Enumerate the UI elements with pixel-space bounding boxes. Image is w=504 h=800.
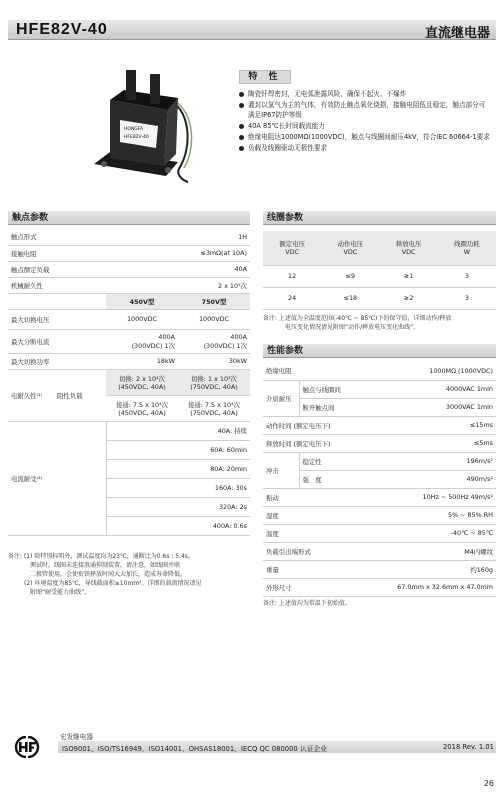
max-switch-power-450: 18kW [106, 353, 178, 369]
insulation-value: 1000MΩ (1000VDC) [369, 362, 496, 380]
dielectric-coil-label: 触点与线圈间 [299, 380, 369, 398]
coil-header-unit: W [463, 248, 471, 257]
release-time-label: 释放时间 (额定电压下) [263, 434, 369, 452]
contact-form-label: 触点形式 [8, 229, 106, 245]
cut-750-a: 切换: 1 x 10³次 [191, 374, 237, 383]
shock-strength-value: 490m/s² [369, 470, 496, 488]
rated-load-value: 40A [106, 261, 250, 277]
col-450v: 450V型 [106, 293, 178, 309]
coil-header-unit: VDC [343, 248, 358, 257]
features-title: 特 性 [239, 70, 291, 84]
make-750-a: 接通: 7.5 x 10⁴次 [187, 400, 241, 409]
current-withstand-row: 60A: 60min [106, 440, 250, 459]
hongfa-logo-icon [12, 736, 42, 758]
release-time-value: ≤5ms [369, 434, 496, 452]
contact-resistance-value: ≤3mΩ(at 10A) [106, 245, 250, 261]
coil-release-voltage: ≥1 [380, 265, 438, 287]
dielectric-open-label: 断开触点间 [299, 398, 369, 416]
elec-endurance-label: 电耐久性⁽¹⁾ [8, 369, 54, 421]
coil-header-text: 额定电压 [279, 240, 305, 249]
coil-release-voltage: ≥2 [380, 287, 438, 309]
make-750 [178, 395, 250, 421]
break-450-a: 400A [158, 332, 175, 341]
cut-750 [178, 369, 250, 395]
make-450-b: (450VDC, 40A) [118, 408, 166, 417]
make-450-a: 接通: 7.5 x 10⁴次 [115, 400, 169, 409]
max-switch-voltage-750: 1000VDC [178, 309, 250, 329]
shock-stability-value: 196m/s² [369, 452, 496, 470]
coil-header-text: 线圈功耗 [454, 240, 480, 249]
vibration-label: 振动 [263, 488, 369, 506]
vibration-value: 10Hz ~ 500Hz 49m/s² [369, 488, 496, 506]
contact-note-line: 测试时，线圈未连接浪涌抑制装置。请注意，如线圈并联 [30, 562, 181, 569]
coil-header-text: 动作电压 [337, 240, 364, 249]
shock-stability-label: 稳定性 [299, 452, 369, 470]
company-name: 宏发继电器 [60, 733, 93, 741]
contact-note-line: (2) 环境温度为85℃，导线截面积≥10mm²。详细的载流情况请见 [24, 580, 202, 587]
contact-table [8, 229, 250, 536]
coil-pickup-voltage: ≤9 [321, 265, 379, 287]
contact-notes [8, 552, 252, 597]
perf-table [263, 362, 496, 597]
coil-header-power [438, 231, 496, 265]
cut-450-b: (450VDC, 40A) [118, 382, 166, 391]
coil-rated-voltage: 24 [263, 287, 321, 309]
dimensions-value: 67.0mm x 32.6mm x 47.0mm [369, 578, 496, 596]
current-withstand-row: 80A: 20min [106, 459, 250, 478]
temperature-value: -40℃ ~ 85℃ [369, 524, 496, 542]
feature-item: 40A 85℃长时间载流能力 [238, 121, 490, 131]
max-switch-power-750: 30kW [178, 353, 250, 369]
perf-note: 备注: 上述值均为常温下初始值。 [263, 600, 351, 607]
contact-resistance-label: 接触电阻 [8, 245, 106, 261]
page-number: 26 [483, 779, 494, 788]
max-switch-voltage-label: 最大切换电压 [8, 309, 106, 329]
current-withstand-row: 400A: 0.6s [106, 516, 250, 535]
feature-item: 陶瓷钎焊密封，无电弧泄露风险，确保不起火、不爆炸 [238, 89, 490, 99]
operate-time-label: 动作时间 (额定电压下) [263, 416, 369, 434]
contact-note-line: 备注: (1) 除特别标明外，测试温度均为23℃，通断比为0.6s : 5.4s。 [8, 553, 194, 560]
contact-form-value: 1H [106, 229, 250, 245]
temperature-label: 温度 [263, 524, 369, 542]
contact-note-line: 二极管使用，会使衔铁释放时间大大加长，造成寿命降低。 [30, 571, 187, 578]
contact-note-line: 附图“耐受能力曲线”。 [30, 589, 91, 596]
page-header [8, 20, 496, 40]
shock-strength-label: 强 度 [299, 470, 369, 488]
coil-rated-voltage: 12 [263, 265, 321, 287]
coil-note-line: 电压变化情况请见附图“动作/释放电压变化曲线”。 [285, 324, 420, 331]
break-750-b: (300VDC) 1次 [203, 341, 247, 350]
dielectric-coil-value: 4000VAC 1min [369, 380, 496, 398]
product-kind: 直流继电器 [424, 26, 490, 41]
feature-item: 绝缘电阻达1000MΩ(1000VDC)，触点与线圈间耐压4kV，符合IEC 60664-1要求 [238, 132, 490, 142]
perf-section-title: 性能参数 [263, 344, 496, 358]
max-break-current-label: 最大分断电流 [8, 329, 106, 353]
coil-row [263, 287, 496, 309]
shock-label: 冲击 [263, 452, 299, 488]
coil-pickup-voltage: ≤18 [321, 287, 379, 309]
weight-value: 约160g [369, 560, 496, 578]
terminal-value: M4内螺纹 [369, 542, 496, 560]
dielectric-open-value: 3000VAC 1min [369, 398, 496, 416]
coil-notes [263, 314, 496, 332]
col-750v: 750V型 [178, 293, 250, 309]
resistive-load-label: 阻性负载 [54, 369, 106, 421]
dimensions-label: 外形尺寸 [263, 578, 369, 596]
max-break-current-750 [178, 329, 250, 353]
mech-endurance-label: 机械耐久性 [8, 277, 106, 293]
coil-note-line: 备注: 上述值为全温度范围(-40℃ ~ 85℃)下的保守值，详细动作/释放 [263, 315, 452, 322]
cut-750-b: (750VDC, 40A) [190, 382, 238, 391]
revision: 2018 Rev. 1.01 [442, 743, 494, 751]
max-break-current-450 [106, 329, 178, 353]
dielectric-label: 介质耐压 [263, 380, 299, 416]
break-750-a: 400A [230, 332, 247, 341]
break-450-b: (300VDC) 1次 [131, 341, 175, 350]
rated-load-label: 触点额定负载 [8, 261, 106, 277]
coil-header-unit: VDC [401, 248, 416, 257]
max-switch-voltage-450: 1000VDC [106, 309, 178, 329]
current-withstand-row: 160A: 30s [106, 478, 250, 497]
coil-power: 3 [438, 265, 496, 287]
cut-450-a: 切换: 2 x 10⁴次 [119, 374, 165, 383]
cut-450 [106, 369, 178, 395]
certifications: ISO9001、ISO/TS16949、ISO14001、OHSAS18001、IECQ QC 080000 认证企业 [62, 745, 328, 753]
relay-label-model: HFE82V-40 [124, 135, 149, 140]
relay-label-brand: HONGFA [124, 127, 144, 132]
relay-product-image [80, 62, 200, 192]
mech-endurance-value: 2 x 10⁵次 [106, 277, 250, 293]
weight-label: 重量 [263, 560, 369, 578]
make-450 [106, 395, 178, 421]
operate-time-value: ≤15ms [369, 416, 496, 434]
insulation-label: 绝缘电阻 [263, 362, 369, 380]
humidity-label: 湿度 [263, 506, 369, 524]
humidity-value: 5% ~ 85% RH [369, 506, 496, 524]
model-title: HFE82V-40 [16, 21, 108, 38]
current-withstand-row: 320A: 2s [106, 497, 250, 516]
terminal-label: 负载引出端形式 [263, 542, 369, 560]
coil-header-text: 释放电压 [395, 240, 422, 249]
max-switch-power-label: 最大切换功率 [8, 353, 106, 369]
coil-table [263, 231, 496, 310]
feature-item: 负载及线圈驱动无极性要求 [238, 143, 490, 153]
make-750-b: (750VDC, 40A) [190, 408, 238, 417]
coil-power: 3 [438, 287, 496, 309]
coil-header-pickup [321, 231, 379, 265]
features-list [238, 89, 490, 154]
current-withstand-label: 电流耐受⁽²⁾ [8, 421, 106, 535]
current-withstand-row: 40A: 持续 [106, 421, 250, 440]
coil-row [263, 265, 496, 287]
feature-item: 灌封以氢气为主的气体，有效防止触点氧化烧损，接触电阻低且稳定，触点部分可满足IP67防护等级 [238, 100, 490, 120]
coil-header-release [380, 231, 438, 265]
coil-header-unit: VDC [285, 248, 299, 257]
contact-section-title: 触点参数 [8, 211, 250, 225]
coil-header-rated [263, 231, 321, 265]
coil-section-title: 线圈参数 [263, 211, 496, 225]
